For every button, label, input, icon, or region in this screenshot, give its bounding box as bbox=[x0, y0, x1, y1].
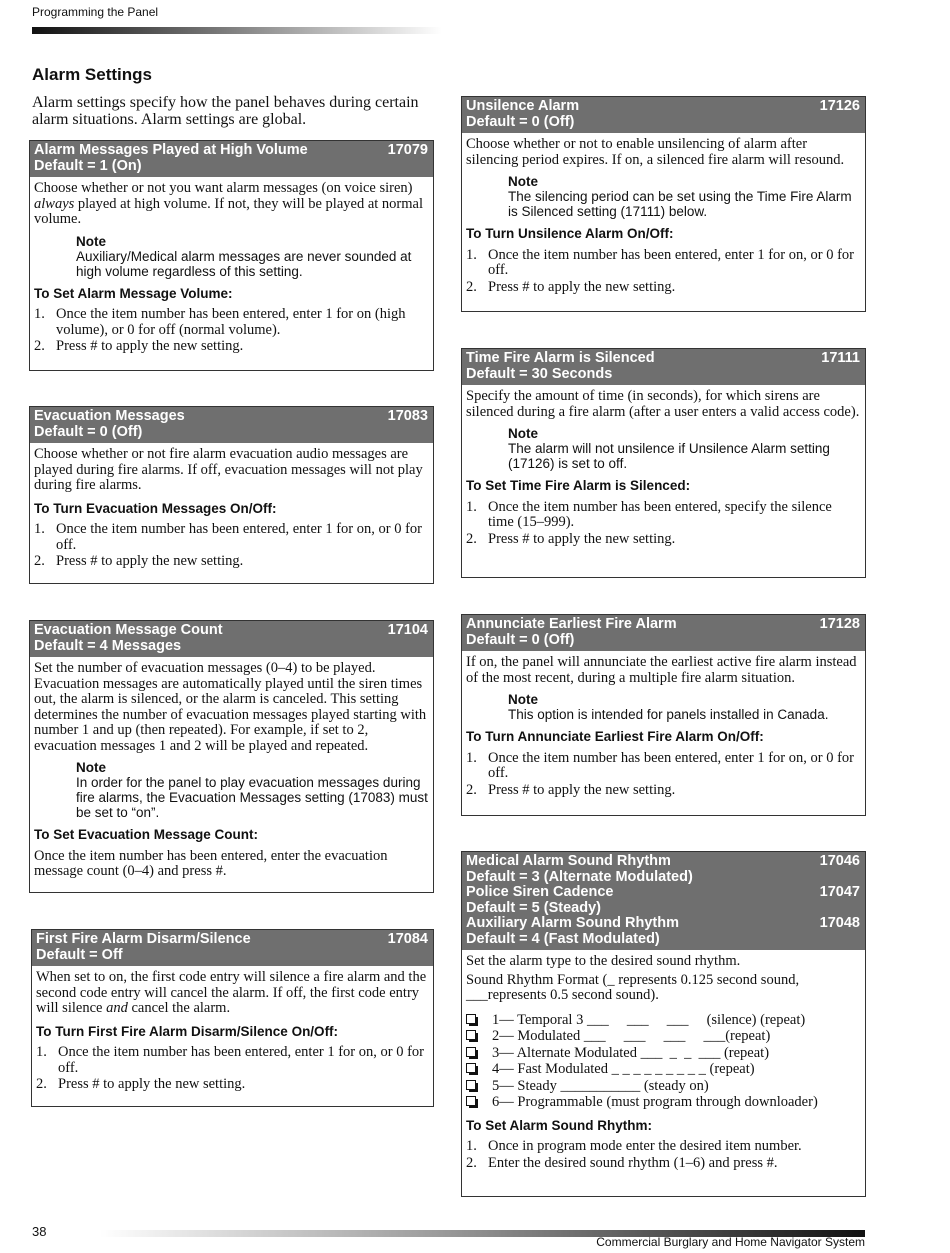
item-number: 17111 bbox=[821, 350, 860, 366]
item-number: 17046 bbox=[819, 853, 860, 869]
procedure-title: To Set Alarm Sound Rhythm: bbox=[466, 1117, 653, 1133]
setting-body bbox=[462, 385, 865, 554]
setting-box-evacuation-messages bbox=[29, 406, 434, 584]
setting-default: Default = 0 (Off) bbox=[466, 631, 575, 648]
procedure-steps bbox=[34, 522, 429, 570]
checkbox-icon bbox=[466, 1030, 476, 1040]
procedure-text: Once the item number has been entered, enter the evacuation message count (0–4) and press #. bbox=[34, 847, 388, 879]
note-text: This option is intended for panels installed in Canada. bbox=[508, 707, 829, 722]
rhythm-option: 6— Programmable (must program through downloader) bbox=[466, 1094, 861, 1111]
item-number: 17079 bbox=[387, 142, 428, 158]
setting-body bbox=[462, 133, 865, 302]
setting-default: Default = 0 (Off) bbox=[34, 423, 143, 440]
setting-default: Default = 0 (Off) bbox=[466, 113, 575, 130]
procedure-steps bbox=[466, 248, 861, 296]
note-text: The silencing period can be set using the Time Fire Alarm is Silenced setting (17111) below. bbox=[508, 189, 852, 219]
setting-default: Default = 5 (Steady) bbox=[466, 899, 601, 916]
setting-title: Police Siren Cadence bbox=[466, 884, 614, 900]
setting-title: Alarm Messages Played at High Volume bbox=[34, 142, 308, 158]
setting-header bbox=[30, 621, 433, 657]
setting-body bbox=[462, 651, 865, 805]
setting-title: Medical Alarm Sound Rhythm bbox=[466, 853, 671, 869]
step: 1. Once the item number has been entered, enter 1 for on, or 0 for off. bbox=[466, 246, 854, 278]
step: 1. Once the item number has been entered, enter 1 for on, or 0 for off. bbox=[34, 521, 422, 553]
setting-box-first-fire bbox=[31, 929, 434, 1107]
procedure-title: To Set Time Fire Alarm is Silenced: bbox=[466, 478, 691, 493]
item-number: 17048 bbox=[819, 915, 860, 931]
setting-description: Specify the amount of time (in seconds), for which sirens are silenced during a fire alarm (after a user enters a valid access code). bbox=[466, 388, 860, 420]
procedure-title: To Turn Unsilence Alarm On/Off: bbox=[466, 226, 674, 241]
header-rule bbox=[32, 27, 442, 34]
item-number: 17083 bbox=[387, 408, 428, 424]
setting-body bbox=[30, 657, 433, 889]
rhythm-options bbox=[466, 1012, 861, 1111]
step: 2. Press # to apply the new setting. bbox=[34, 338, 244, 354]
rhythm-option: 4— Fast Modulated _ _ _ _ _ _ _ _ _ (repeat) bbox=[466, 1061, 861, 1078]
note bbox=[76, 234, 429, 279]
step: 2. Press # to apply the new setting. bbox=[466, 530, 676, 547]
step: 2. Press # to apply the new setting. bbox=[466, 278, 676, 295]
setting-box-evacuation-count bbox=[29, 620, 434, 893]
procedure-steps bbox=[466, 500, 861, 548]
setting-default: Default = 4 Messages bbox=[34, 637, 182, 654]
procedure-steps bbox=[466, 751, 861, 799]
checkbox-icon bbox=[466, 1063, 476, 1073]
procedure-title: To Turn First Fire Alarm Disarm/Silence On/Off: bbox=[36, 1023, 339, 1039]
step: 2. Press # to apply the new setting. bbox=[466, 781, 676, 798]
procedure-steps bbox=[34, 307, 429, 355]
step: 2. Press # to apply the new setting. bbox=[34, 553, 244, 569]
step: 1. Once the item number has been entered, enter 1 for on, or 0 for off. bbox=[466, 749, 854, 781]
procedure-title: To Turn Annunciate Earliest Fire Alarm On/Off: bbox=[466, 729, 764, 744]
setting-description: Choose whether or not fire alarm evacuation audio messages are played during fire alarms. If off, evacuation messages will not play during fire alarms. bbox=[34, 446, 423, 493]
rhythm-option: 1— Temporal 3 ___ ___ ___ (silence) (repeat) bbox=[466, 1012, 861, 1029]
note-title: Note bbox=[508, 692, 538, 707]
setting-box-high-volume bbox=[29, 140, 434, 371]
footer-product-name: Commercial Burglary and Home Navigator System bbox=[596, 1235, 865, 1249]
setting-description: Set the number of evacuation messages (0–4) to be played. Evacuation messages are automatically played until the siren times out, the alarm is silenced, or the alarm is canceled. This setting determines the number of evacuation messages played starting with number 1 and up (then repeated). For example, if set to 2, evacuation messages 1 and 2 will be played and repeated. bbox=[34, 660, 427, 754]
setting-header bbox=[32, 930, 433, 966]
note-title: Note bbox=[76, 760, 106, 775]
step: 1. Once the item number has been entered, enter 1 for on, or 0 for off. bbox=[36, 1044, 424, 1076]
section-title: Alarm Settings bbox=[32, 65, 152, 84]
checkbox-icon bbox=[466, 1047, 476, 1057]
setting-description: When set to on, the first code entry will silence a fire alarm and the second code entry will cancel the alarm. If off, the first code entry will silence and cancel the alarm. bbox=[36, 969, 427, 1016]
item-number: 17126 bbox=[819, 98, 860, 114]
setting-body bbox=[462, 950, 865, 1178]
procedure-steps bbox=[36, 1045, 429, 1093]
setting-default: Default = Off bbox=[36, 946, 123, 963]
note bbox=[508, 426, 861, 471]
step: 2. Enter the desired sound rhythm (1–6) and press #. bbox=[466, 1154, 778, 1171]
item-number: 17104 bbox=[387, 622, 428, 638]
note-title: Note bbox=[508, 174, 538, 189]
setting-default: Default = 4 (Fast Modulated) bbox=[466, 930, 660, 947]
setting-body bbox=[30, 177, 433, 362]
page-number: 38 bbox=[32, 1224, 47, 1239]
rhythm-option: 2— Modulated ___ ___ ___ ___(repeat) bbox=[466, 1028, 861, 1045]
procedure-title: To Set Alarm Message Volume: bbox=[34, 285, 233, 301]
checkbox-icon bbox=[466, 1080, 476, 1090]
setting-title: Time Fire Alarm is Silenced bbox=[466, 350, 655, 366]
checkbox-icon bbox=[466, 1014, 476, 1024]
setting-description: Set the alarm type to the desired sound rhythm. bbox=[466, 953, 741, 969]
note bbox=[508, 692, 861, 722]
setting-header bbox=[462, 349, 865, 385]
item-number: 17084 bbox=[387, 931, 428, 947]
item-number: 17128 bbox=[819, 616, 860, 632]
setting-default: Default = 1 (On) bbox=[34, 157, 142, 174]
running-header: Programming the Panel bbox=[32, 5, 159, 19]
setting-default: Default = 3 (Alternate Modulated) bbox=[466, 868, 693, 885]
section-intro: Alarm settings specify how the panel behaves during certain alarm situations. Alarm settings are global. bbox=[32, 94, 419, 128]
rhythm-format: Sound Rhythm Format (_ represents 0.125 second sound, ___represents 0.5 second sound). bbox=[466, 971, 800, 1003]
step: 1. Once in program mode enter the desired item number. bbox=[466, 1138, 802, 1154]
note-title: Note bbox=[508, 426, 538, 441]
setting-body bbox=[32, 966, 433, 1100]
setting-header bbox=[462, 615, 865, 651]
rhythm-option: 5— Steady ___________ (steady on) bbox=[466, 1078, 861, 1095]
setting-title: Unsilence Alarm bbox=[466, 98, 580, 114]
setting-box-sound-rhythm bbox=[461, 851, 866, 1197]
note-text: In order for the panel to play evacuation messages during fire alarms, the Evacuation Messages setting (17083) must be set to “on”. bbox=[76, 775, 428, 820]
note-text: Auxiliary/Medical alarm messages are never sounded at high volume regardless of this setting. bbox=[76, 248, 412, 279]
step: 1. Once the item number has been entered, specify the silence time (15–999). bbox=[466, 498, 832, 530]
setting-body bbox=[30, 443, 433, 577]
item-number: 17047 bbox=[819, 884, 860, 900]
setting-title: Evacuation Message Count bbox=[34, 622, 223, 638]
setting-header bbox=[462, 97, 865, 133]
setting-box-time-silenced bbox=[461, 348, 866, 578]
note bbox=[508, 174, 861, 219]
setting-title: First Fire Alarm Disarm/Silence bbox=[36, 931, 251, 947]
setting-description: Choose whether or not to enable unsilencing of alarm after silencing period expires. If on, a silenced fire alarm will resound. bbox=[466, 136, 845, 168]
note bbox=[76, 760, 429, 820]
procedure-steps bbox=[466, 1139, 861, 1171]
checkbox-icon bbox=[466, 1096, 476, 1106]
setting-title: Auxiliary Alarm Sound Rhythm bbox=[466, 915, 679, 931]
setting-default: Default = 30 Seconds bbox=[466, 365, 613, 382]
note-text: The alarm will not unsilence if Unsilence Alarm setting (17126) is set to off. bbox=[508, 441, 830, 471]
step: 1. Once the item number has been entered, enter 1 for on (high volume), or 0 for off (normal volume). bbox=[34, 306, 406, 338]
rhythm-option: 3— Alternate Modulated ___ _ _ ___ (repeat) bbox=[466, 1045, 861, 1062]
setting-box-unsilence bbox=[461, 96, 866, 312]
procedure-title: To Turn Evacuation Messages On/Off: bbox=[34, 500, 277, 516]
setting-title: Evacuation Messages bbox=[34, 408, 185, 424]
setting-description: If on, the panel will annunciate the earliest active fire alarm instead of the most recent, during a multiple fire alarm situation. bbox=[466, 654, 857, 686]
procedure-title: To Set Evacuation Message Count: bbox=[34, 827, 259, 842]
note-title: Note bbox=[76, 233, 106, 249]
setting-description: Choose whether or not you want alarm messages (on voice siren) always played at high volume. If not, they will be played at normal volume. bbox=[34, 180, 423, 227]
setting-header bbox=[30, 141, 433, 177]
setting-header bbox=[462, 852, 865, 950]
step: 2. Press # to apply the new setting. bbox=[36, 1076, 246, 1092]
setting-title: Annunciate Earliest Fire Alarm bbox=[466, 616, 677, 632]
setting-header bbox=[30, 407, 433, 443]
setting-box-annunciate bbox=[461, 614, 866, 816]
